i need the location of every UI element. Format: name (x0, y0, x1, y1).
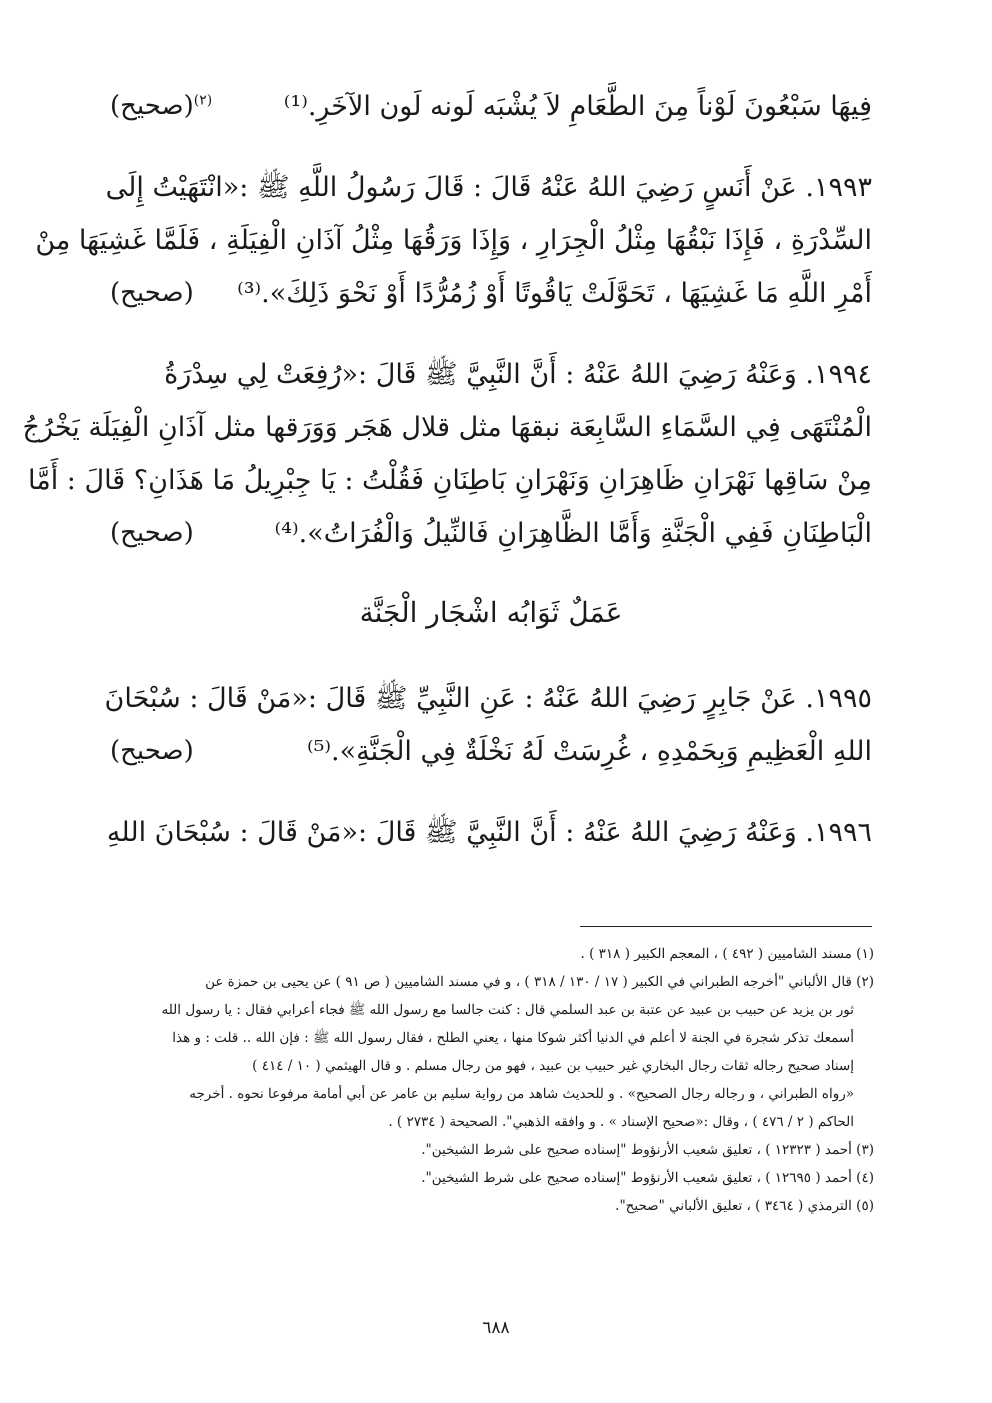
main-text (22, 80, 872, 887)
footnote-continuation: أسمعك تذكر شجرة في الجنة لا أعلم في الدنيا أكثر شوكا منها ، يعني الطلح ، فقال رسول الله ﷺ : فإن الله .. قلت : و هذا (172, 1030, 854, 1046)
hadith-1993 (35, 161, 872, 320)
footnote-continuation: ثور بن يزيد عن حبيب بن عبيد عن عتبة بن عبد السلمي قال : كنت جالسا مع رسول الله ﷺ فجاء أعرابي فقال : يا رسول الله (161, 1002, 854, 1018)
footnote-divider (580, 926, 872, 927)
footnote: (١) مسند الشاميين ( ٤٩٢ ) ، المعجم الكبير ( ٣١٨ ) . (580, 946, 874, 962)
paragraph-1 (110, 80, 872, 133)
section-heading: عَمَلٌ ثَوَابُه اشْجَار الْجَنَّة (359, 596, 623, 629)
text-line: الْمُنْتَهَى فِي السَّمَاءِ السَّابِعَة نبقهَا مثل قلال هَجَر وَوَرَقها مثل آذَانِ الْفِيَلَة يَخْرُجُ (22, 412, 872, 443)
text-line: ١٩٩٦. وَعَنْهُ رَضِيَ اللهُ عَنْهُ : أَنَّ النَّبِيَّ ﷺ قَالَ :«مَنْ قَالَ : سُبْحَانَ اللهِ (106, 817, 872, 848)
text-line: ١٩٩٤. وَعَنْهُ رَضِيَ اللهُ عَنْهُ : أَنَّ النَّبِيَّ ﷺ قَالَ :«رُفِعَتْ لِي سِدْرَةُ (164, 359, 872, 390)
text-line: السِّدْرَةِ ، فَإِذَا نَبْقُهَا مِثْلُ الْجِرَارِ ، وَإِذَا وَرَقُهَا مِثْلُ آذَانِ الْفِيَلَةِ ، فَلَمَّا غَشِيَهَا مِنْ (35, 225, 872, 256)
text-line: ١٩٩٥. عَنْ جَابِرٍ رَضِيَ اللهُ عَنْهُ : عَنِ النَّبِيِّ ﷺ قَالَ :«مَنْ قَالَ : سُبْحَانَ (104, 683, 872, 714)
footnote: (٤) أحمد ( ١٢٦٩٥ ) ، تعليق شعيب الأرنؤوط "إسناده صحيح على شرط الشيخين". (421, 1170, 874, 1186)
grade-label: $^{(٢)}$(صحيح) (110, 91, 213, 121)
footnote-continuation: الحاكم ( ٢ / ٤٧٦ ) ، وقال :«صحيح الإسناد » . و وافقه الذهبي". الصحيحة ( ٢٧٣٤ ) . (388, 1114, 854, 1130)
grade-label: (صحيح) (110, 736, 194, 766)
text-line: فِيهَا سَبْعُونَ لَوْناً مِنَ الطَّعَامِ لاَ يُشْبَه لَونه لَون الآخَرِ.⁽¹⁾ (283, 91, 872, 122)
hadith-1996 (106, 806, 872, 859)
text-line: أَمْرِ اللَّهِ مَا غَشِيَهَا ، تَحَوَّلَتْ يَاقُوتًا أَوْ زُمُرُّدًا أَوْ نَحْوَ ذَلِكَ».⁽³⁾ (237, 278, 872, 309)
page-number: ٦٨٨ (482, 1318, 510, 1338)
hadith-1994 (22, 348, 872, 560)
text-line: اللهِ الْعَظِيمِ وَبِحَمْدِهِ ، غُرِسَتْ لَهُ نَخْلَةٌ فِي الْجَنَّةِ».⁽⁵⁾ (306, 736, 872, 767)
footnote-continuation: «رواه الطبراني ، و رجاله رجال الصحيح» . و للحديث شاهد من رواية سليم بن عامر عن أبي أمامة مرفوعا نحوه . أخرجه (189, 1086, 854, 1102)
text-line: مِنْ سَاقِها نَهْرَانِ ظَاهِرَانِ وَنَهْرَانِ بَاطِنَانِ فَقُلْتُ : يَا جِبْرِيلُ مَا هَذَانِ؟ قَالَ : أَمَّا (28, 465, 872, 496)
footnote-ref: (٢) (193, 92, 213, 109)
grade-label: (صحيح) (110, 278, 194, 308)
footnote: (٥) الترمذي ( ٣٤٦٤ ) ، تعليق الألباني "صحيح". (615, 1198, 874, 1214)
footnotes (118, 940, 874, 1220)
footnote: (٢) قال الألباني "أخرجه الطبراني في الكبير ( ١٧ / ١٣٠ / ٣١٨ ) ، و في مسند الشاميين ( ص ٩١ ) عن يحيى بن حمزة عن (205, 974, 874, 990)
grade-label: (صحيح) (110, 518, 194, 548)
text-line: الْبَاطِنَانِ فَفِي الْجَنَّةِ وَأَمَّا الظَّاهِرَانِ فَالنِّيلُ وَالْفُرَاتُ».⁽⁴⁾ (274, 518, 872, 549)
hadith-1995 (104, 672, 872, 778)
text-line: ١٩٩٣. عَنْ أَنَسٍ رَضِيَ اللهُ عَنْهُ قَالَ : قَالَ رَسُولُ اللَّهِ ﷺ :«انْتَهَيْتُ إِلَى (105, 172, 872, 203)
footnote: (٣) أحمد ( ١٢٣٢٣ ) ، تعليق شعيب الأرنؤوط "إسناده صحيح على شرط الشيخين". (421, 1142, 874, 1158)
footnote-continuation: إسناد صحيح رجاله ثقات رجال البخاري غير حبيب بن عبيد ، فهو من رجال مسلم . و قال الهيثمي ( ١٠ / ٤١٤ ) (252, 1058, 854, 1074)
